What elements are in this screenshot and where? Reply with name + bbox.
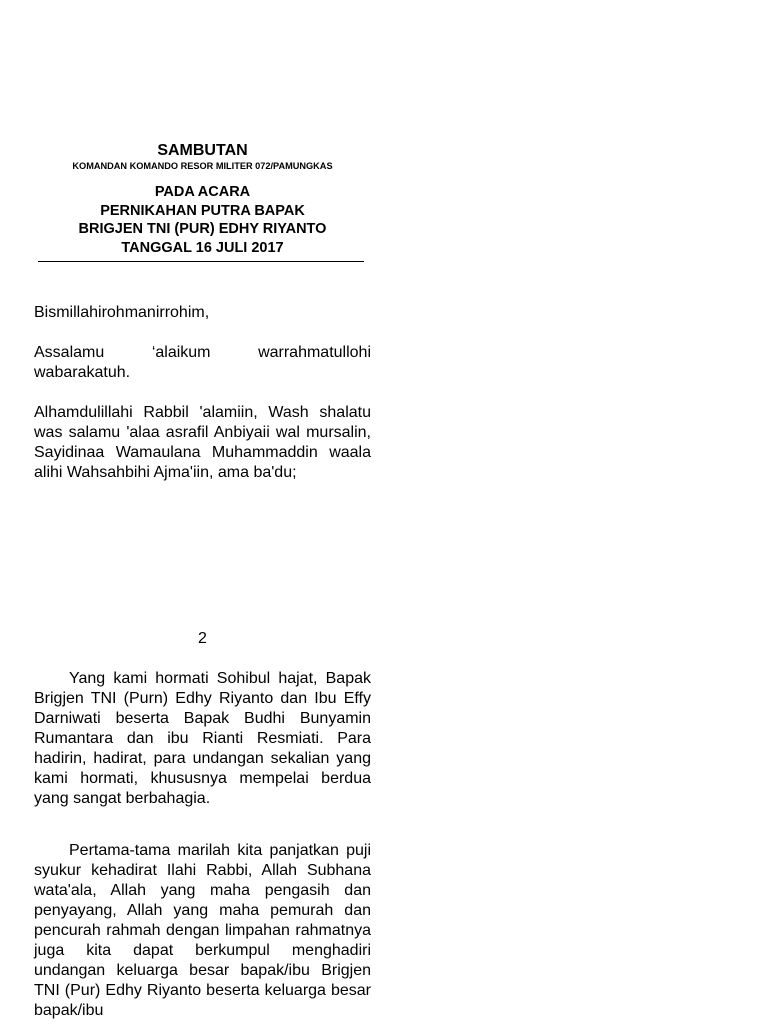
- event-line: PERNIKAHAN PUTRA BAPAK: [100, 202, 305, 219]
- praise-paragraph: Alhamdulillahi Rabbil 'alamiin, Wash shalatu was salamu 'alaa asrafil Anbiyaii wal mursalin, Sayidinaa Wamaulana Muhammaddin waala alihi Wahsahbihi Ajma'iin, ama ba'du;: [34, 404, 371, 481]
- document-page: [34, 0, 371, 1024]
- document-header: [38, 141, 367, 257]
- event-line: BRIGJEN TNI (PUR) EDHY RIYANTO: [78, 221, 327, 237]
- event-date-line: TANGGAL 16 JULI 2017: [121, 239, 284, 256]
- document-subtitle: KOMANDAN KOMANDO RESOR MILITER 072/PAMUNGKAS: [72, 161, 333, 171]
- page-number: 2: [198, 630, 207, 647]
- opening-paragraph: Bismillahirohmanirrohim,: [34, 304, 210, 321]
- header-divider: [38, 261, 364, 262]
- event-line: PADA ACARA: [154, 184, 251, 200]
- gratitude-paragraph: Pertama-tama marilah kita panjatkan puji syukur kehadirat Ilahi Rabbi, Allah Subhana wata'ala, Allah yang maha pengasih dan penyayang, Allah yang maha pemurah dan pencurah rahmah dengan limpahan rahmatnya juga kita dapat berkumpul menghadiri undangan keluarga besar bapak/ibu Brigjen TNI (Pur) Edhy Riyanto beserta keluarga besar bapak/ibu: [34, 842, 371, 1019]
- greeting-paragraph: Assalamu ‘alaikum warrahmatullohi wabarakatuh.: [34, 344, 371, 381]
- document-title: SAMBUTAN: [157, 142, 248, 159]
- respected-guests-paragraph: Yang kami hormati Sohibul hajat, Bapak Brigjen TNI (Purn) Edhy Riyanto dan Ibu Effy Darniwati beserta Bapak Budhi Bunyamin Rumantara dan ibu Rianti Resmiati. Para hadirin, hadirat, para undangan sekalian yang kami hormati, khususnya mempelai berdua yang sangat berbahagia.: [34, 670, 371, 807]
